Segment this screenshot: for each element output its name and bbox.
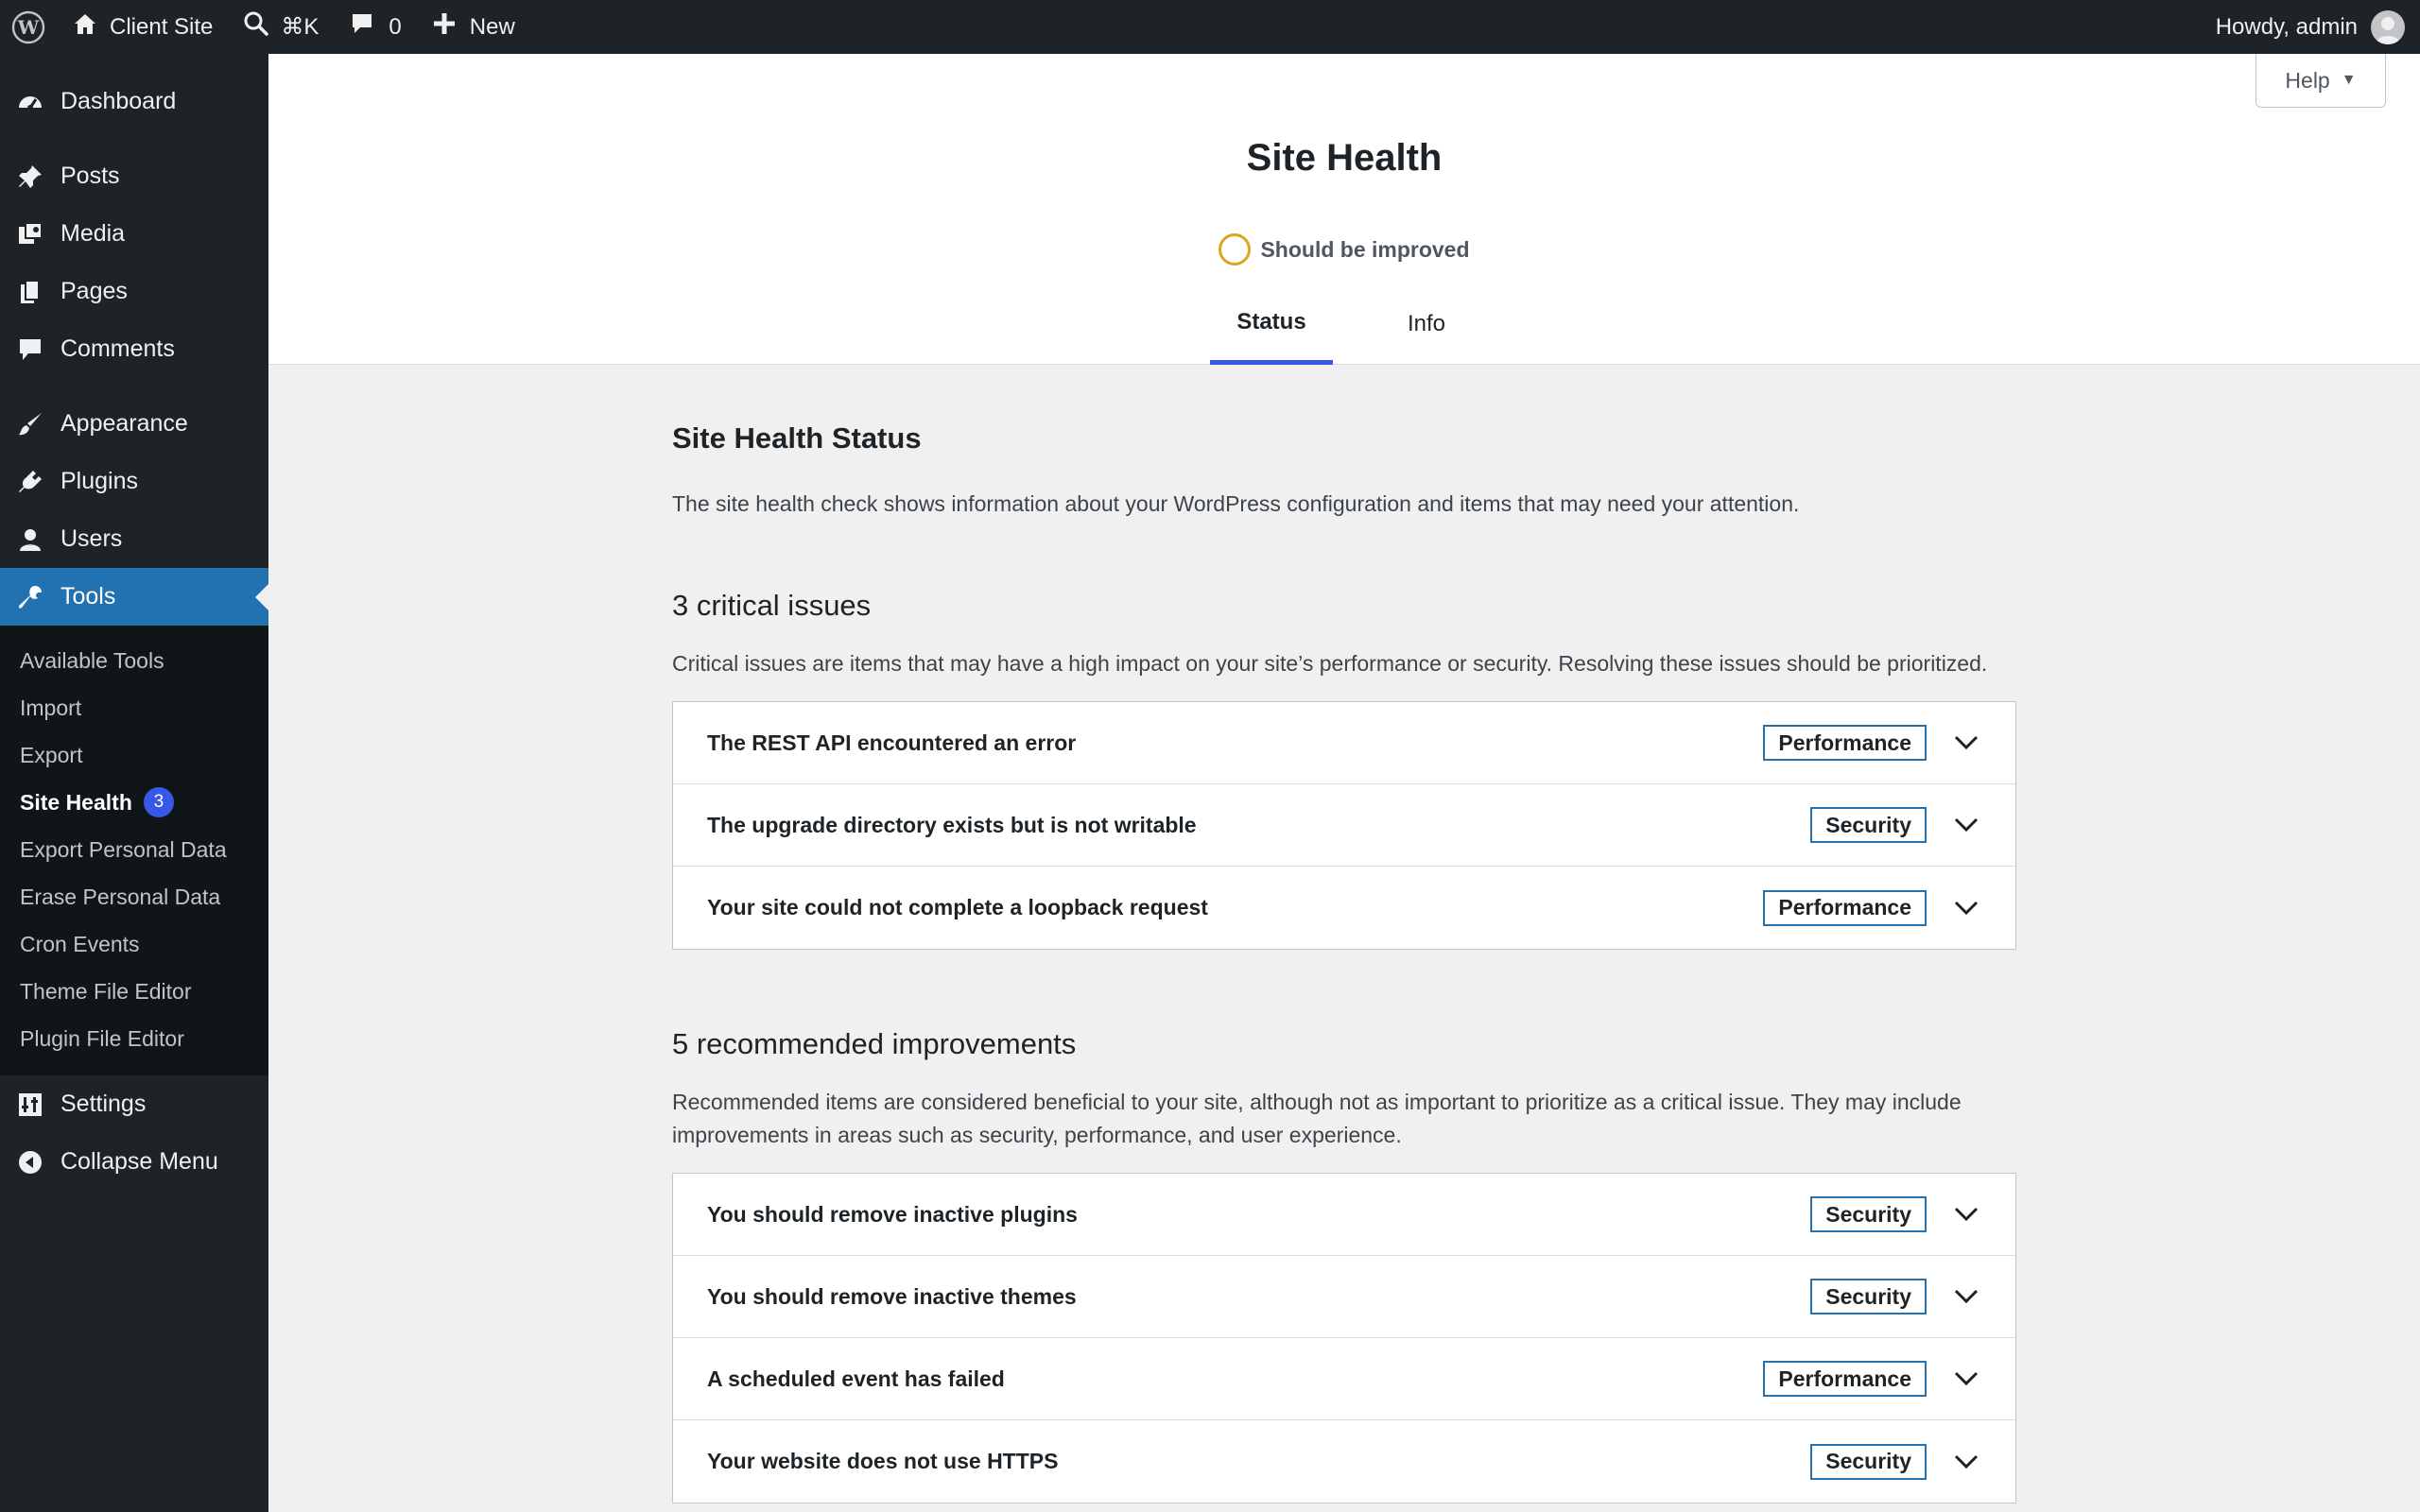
sidebar-item-label: Users <box>60 525 123 552</box>
issue-row[interactable] <box>673 867 2015 949</box>
issue-label: The upgrade directory exists but is not writable <box>707 812 1197 837</box>
comment-count: 0 <box>389 13 402 40</box>
tools-submenu <box>0 626 268 1075</box>
submenu-item-import[interactable]: Import <box>20 695 82 720</box>
sidebar-item-label: Appearance <box>60 410 188 437</box>
submenu-item-site-health[interactable] <box>0 779 268 826</box>
sidebar-item-plugins[interactable] <box>0 453 268 510</box>
issue-row[interactable] <box>673 702 2015 784</box>
issue-label: Your website does not use HTTPS <box>707 1449 1059 1473</box>
plus-icon <box>432 11 457 43</box>
issue-row[interactable] <box>673 1174 2015 1256</box>
help-label: Help <box>2285 67 2330 93</box>
media-icon <box>17 221 43 248</box>
sidebar-item-label: Settings <box>60 1091 147 1117</box>
sidebar-item-label: Plugins <box>60 468 138 494</box>
issue-label: You should remove inactive plugins <box>707 1201 1078 1227</box>
chevron-down-icon[interactable] <box>1953 730 1979 756</box>
issue-badge: Security <box>1810 1196 1927 1232</box>
sidebar-item-label: Tools <box>60 583 116 610</box>
settings-icon <box>17 1091 43 1118</box>
submenu-item-theme-file-editor[interactable]: Theme File Editor <box>20 978 192 1004</box>
recommended-improvements-list <box>672 1173 2016 1503</box>
tab-status[interactable]: Status <box>1210 284 1333 365</box>
recommended-improvements-description: Recommended items are considered beneficial to your site, although not as important to prioritize as a critical issue. They may include improvements in areas such as security, performance, and user experience. <box>672 1090 1962 1147</box>
user-icon <box>17 526 43 553</box>
comment-icon <box>17 336 43 363</box>
wordpress-logo-icon <box>11 10 45 44</box>
menu-separator <box>0 378 268 395</box>
sidebar-item-label: Collapse Menu <box>60 1148 218 1175</box>
recommended-improvements-title: 5 recommended improvements <box>672 1027 1077 1060</box>
sidebar-item-pages[interactable] <box>0 263 268 320</box>
issue-badge: Security <box>1810 807 1927 843</box>
issue-badge: Performance <box>1763 1361 1927 1397</box>
sidebar-item-media[interactable] <box>0 205 268 263</box>
pages-icon <box>17 279 43 305</box>
chevron-down-icon[interactable] <box>1953 812 1979 838</box>
svg-text:W: W <box>17 15 40 39</box>
issue-badge: Performance <box>1763 890 1927 926</box>
status-heading: Site Health Status <box>672 421 922 455</box>
status-ring-icon <box>1219 233 1251 266</box>
critical-issues-description: Critical issues are items that may have a high impact on your site’s performance or security. Resolving these issues should be prioritized. <box>672 651 1988 676</box>
comments-menu[interactable] <box>334 0 416 54</box>
issue-label: You should remove inactive themes <box>707 1283 1077 1309</box>
comment-icon <box>349 10 375 43</box>
chevron-down-icon[interactable] <box>1953 1366 1979 1392</box>
collapse-icon <box>17 1149 43 1176</box>
greeting: Howdy, admin <box>2215 13 2358 40</box>
issue-row[interactable] <box>673 1338 2015 1420</box>
site-health-count-badge: 3 <box>144 787 174 817</box>
issue-label: Your site could not complete a loopback request <box>707 895 1208 919</box>
sidebar-item-tools[interactable] <box>0 568 268 626</box>
chevron-down-icon[interactable] <box>1953 895 1979 921</box>
issue-row[interactable] <box>673 1420 2015 1503</box>
brush-icon <box>17 411 43 438</box>
issue-label: A scheduled event has failed <box>707 1366 1005 1391</box>
issue-badge: Security <box>1810 1279 1927 1314</box>
status-text: Should be improved <box>1260 236 1470 262</box>
collapse-menu-button[interactable] <box>0 1133 268 1191</box>
sidebar-item-label: Posts <box>60 163 120 189</box>
site-health-tabs <box>268 308 2420 365</box>
admin-sidebar <box>0 54 268 1512</box>
command-palette-button[interactable] <box>228 0 334 54</box>
issue-row[interactable] <box>673 784 2015 867</box>
new-label: New <box>469 13 515 40</box>
page-title: Site Health <box>1246 137 1443 179</box>
site-health-body <box>672 365 2016 1503</box>
avatar <box>2371 10 2405 44</box>
site-health-header <box>268 54 2420 365</box>
sidebar-item-comments[interactable] <box>0 320 268 378</box>
critical-issues-title: 3 critical issues <box>672 589 872 622</box>
pin-icon <box>17 163 43 190</box>
status-description: The site health check shows information about your WordPress configuration and items that may need your attention. <box>672 491 1800 516</box>
admin-bar <box>0 0 2420 54</box>
chevron-down-icon[interactable] <box>1953 1283 1979 1310</box>
tab-info[interactable]: Info <box>1407 311 1446 336</box>
critical-issues-list <box>672 701 2016 950</box>
sidebar-item-label: Dashboard <box>60 88 177 114</box>
sidebar-item-users[interactable] <box>0 510 268 568</box>
site-name-menu[interactable] <box>57 0 228 54</box>
search-icon <box>243 10 269 43</box>
submenu-item-cron-events[interactable]: Cron Events <box>20 931 140 956</box>
issue-row[interactable] <box>673 1256 2015 1338</box>
help-button[interactable] <box>2256 54 2386 108</box>
site-name: Client Site <box>110 13 214 40</box>
dashboard-icon <box>17 89 43 115</box>
caret-down-icon: ▼ <box>2341 72 2357 88</box>
issue-label: The REST API encountered an error <box>707 730 1077 755</box>
sidebar-item-label: Media <box>60 220 126 247</box>
submenu-item-export[interactable]: Export <box>20 742 83 767</box>
chevron-down-icon[interactable] <box>1953 1449 1979 1475</box>
user-avatar-icon <box>2371 10 2405 44</box>
chevron-down-icon[interactable] <box>1953 1201 1979 1228</box>
site-health-status-indicator <box>268 233 2420 266</box>
new-content-menu[interactable] <box>417 0 530 54</box>
wrench-icon <box>17 584 43 610</box>
issue-badge: Performance <box>1763 725 1927 761</box>
submenu-item-available-tools[interactable]: Available Tools <box>20 647 164 673</box>
sidebar-item-posts[interactable] <box>0 147 268 205</box>
menu-separator <box>0 130 268 147</box>
submenu-item-label: Site Health <box>20 789 132 815</box>
home-icon <box>72 10 98 43</box>
submenu-item-export-personal-data[interactable]: Export Personal Data <box>20 836 227 862</box>
sidebar-item-settings[interactable] <box>0 1075 268 1133</box>
my-account-menu[interactable] <box>2216 0 2420 54</box>
plugin-icon <box>17 469 43 495</box>
sidebar-item-dashboard[interactable] <box>0 73 268 130</box>
sidebar-item-appearance[interactable] <box>0 395 268 453</box>
sidebar-item-label: Comments <box>60 335 175 362</box>
search-shortcut: ⌘K <box>281 14 320 40</box>
submenu-item-erase-personal-data[interactable]: Erase Personal Data <box>20 884 221 909</box>
sidebar-item-label: Pages <box>60 278 128 304</box>
submenu-item-plugin-file-editor[interactable]: Plugin File Editor <box>20 1025 184 1051</box>
issue-badge: Security <box>1810 1444 1927 1480</box>
wordpress-logo-menu[interactable] <box>0 0 57 54</box>
